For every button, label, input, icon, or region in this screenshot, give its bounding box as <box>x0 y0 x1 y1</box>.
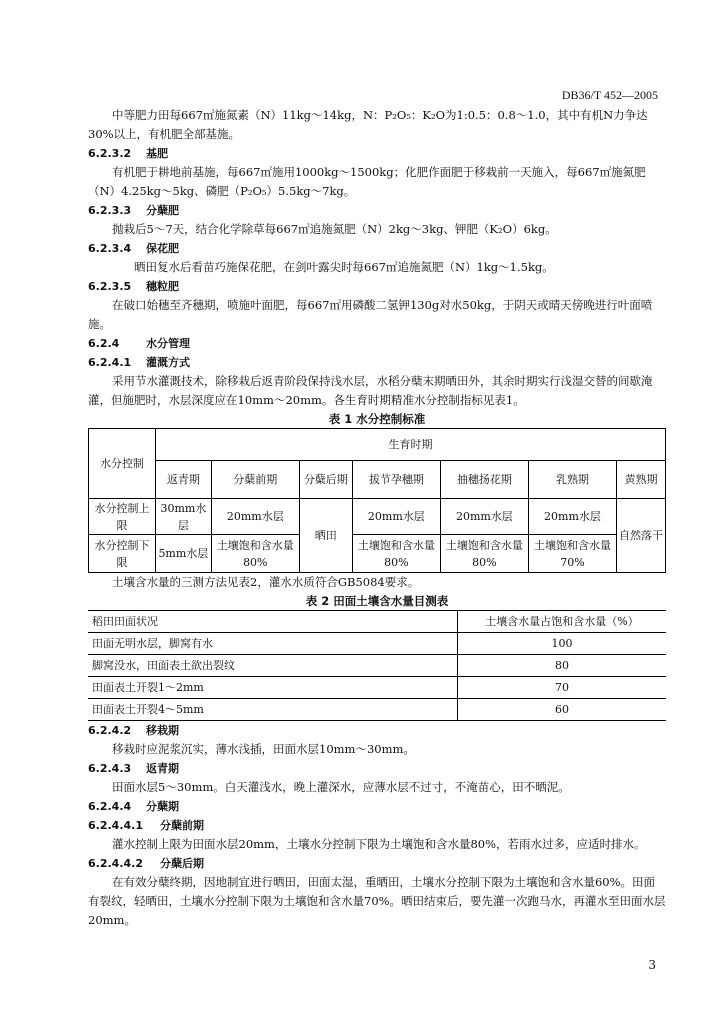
paragraph: 田面水层5～30mm。白天灌浅水，晚上灌深水，应薄水层不过寸，不淹苗心，田不晒泥。 <box>112 780 570 794</box>
paragraph: 抛栽后5～7天，结合化学除草每667㎡追施氮肥（N）2kg～3kg、钾肥（K₂O）6kg。 <box>112 222 557 236</box>
table-header-cell: 乳熟期 <box>528 461 616 499</box>
table-row <box>88 633 666 655</box>
table-row <box>88 655 666 677</box>
water-control-table <box>88 428 666 573</box>
section-heading <box>88 721 666 740</box>
table-cell: 土壤饱和含水量80% <box>352 535 440 573</box>
paragraph: 在有效分蘖终期，因地制宜进行晒田，田面太湿，重晒田，土壤水分控制下限为土壤饱和含水量60%。田面有裂纹，轻晒田，土壤水分控制下限为土壤饱和含水量70%。晒田结束后，要先灌一次跑马水，再灌水至田面水层20mm。 <box>88 875 666 927</box>
section-heading <box>88 201 666 220</box>
table-header-cell: 抽穗扬花期 <box>440 461 528 499</box>
table-caption: 表 1 水分控制标准 <box>328 412 426 426</box>
table-corner-header: 水分控制 <box>89 429 156 499</box>
section-heading <box>88 816 666 835</box>
page-number: 3 <box>648 958 656 972</box>
standard-code: DB36/T 452—2005 <box>561 88 658 102</box>
section-number: 6.2.4.1 <box>88 356 132 369</box>
table-cell: 自然落干 <box>617 499 666 573</box>
section-heading <box>88 854 666 873</box>
soil-moisture-table <box>88 610 666 721</box>
table-cell: 土壤饱和含水量80% <box>211 535 299 573</box>
section-number: 6.2.3.4 <box>88 242 132 255</box>
table-cell: 30mm水层 <box>156 499 212 535</box>
table-cell: 晒田 <box>299 499 352 573</box>
section-title: 水分管理 <box>146 337 190 350</box>
section-number: 6.2.3.3 <box>88 204 132 217</box>
table-cell: 田面表土开裂1～2mm <box>88 677 458 699</box>
section-heading <box>88 334 666 353</box>
section-number: 6.2.4.3 <box>88 762 132 775</box>
table-cell: 20mm水层 <box>352 499 440 535</box>
section-title: 分蘖肥 <box>146 204 179 217</box>
section-heading <box>88 239 666 258</box>
table-header-cell: 土壤含水量占饱和含水量（%） <box>458 611 667 633</box>
table-cell: 土壤饱和含水量70% <box>528 535 616 573</box>
table-cell: 脚窝没水，田面表土欲出裂纹 <box>88 655 458 677</box>
section-title: 基肥 <box>146 147 168 160</box>
section-number: 6.2.4.4.2 <box>88 857 143 870</box>
table-row <box>88 677 666 699</box>
table-caption: 表 2 田面土壤含水量目测表 <box>305 594 449 608</box>
paragraph: 晒田复水后看苗巧施保花肥，在剑叶露尖时每667㎡追施氮肥（N）1kg～1.5kg。 <box>134 260 554 274</box>
section-title: 灌溉方式 <box>146 356 190 369</box>
section-heading <box>88 797 666 816</box>
section-number: 6.2.4.4 <box>88 800 132 813</box>
paragraph: 有机肥于耕地前基施，每667㎡施用1000kg～1500kg；化肥作面肥于移栽前一天施入，每667㎡施氮肥（N）4.25kg～5kg、磷肥（P₂O₅）5.5kg～7kg。 <box>88 165 646 198</box>
table-cell: 20mm水层 <box>440 499 528 535</box>
section-heading <box>88 144 666 163</box>
paragraph: 采用节水灌溉技术，除移栽后返青阶段保持浅水层，水稻分蘖末期晒田外，其余时期实行浅湿交替的间歇淹灌，但施肥时，水层深度应在10mm～20mm。各生育时期精准水分控制指标见表1。 <box>88 374 653 407</box>
table-cell: 5mm水层 <box>156 535 212 573</box>
section-title: 返青期 <box>146 762 179 775</box>
paragraph: 灌水控制上限为田面水层20mm，土壤水分控制下限为土壤饱和含水量80%，若雨水过多，应适时排水。 <box>112 837 646 851</box>
paragraph: 土壤含水量的三测方法见表2，灌水水质符合GB5084要求。 <box>112 575 420 589</box>
section-title: 分蘖前期 <box>160 819 204 832</box>
table-row <box>88 699 666 721</box>
table-cell: 70 <box>458 677 667 699</box>
table-header-cell: 分蘖前期 <box>211 461 299 499</box>
row-label: 水分控制下限 <box>89 535 156 573</box>
section-number: 6.2.3.5 <box>88 280 132 293</box>
section-title: 分蘖后期 <box>160 857 204 870</box>
table-cell: 田面表土开裂4～5mm <box>88 699 458 721</box>
section-title: 保花肥 <box>146 242 179 255</box>
section-number: 6.2.4.2 <box>88 724 132 737</box>
paragraph: 中等肥力田每667㎡施氮素（N）11kg～14kg，N：P₂O₅：K₂O为1:0.5：0.8～1.0，其中有机N力争达30%以上，有机肥全部基施。 <box>88 108 648 141</box>
section-title: 穗粒肥 <box>146 280 179 293</box>
section-heading <box>88 353 666 372</box>
section-number: 6.2.4 <box>88 337 120 350</box>
section-heading <box>88 759 666 778</box>
table-header-cell: 黄熟期 <box>617 461 666 499</box>
section-title: 分蘖期 <box>146 800 179 813</box>
table-cell: 80 <box>458 655 667 677</box>
table-cell: 100 <box>458 633 667 655</box>
table-cell: 20mm水层 <box>528 499 616 535</box>
section-title: 移栽期 <box>146 724 179 737</box>
table-cell: 20mm水层 <box>211 499 299 535</box>
table-header-cell: 返青期 <box>156 461 212 499</box>
section-number: 6.2.4.4.1 <box>88 819 143 832</box>
table-cell: 60 <box>458 699 667 721</box>
table-header-cell: 分蘖后期 <box>299 461 352 499</box>
row-label: 水分控制上限 <box>89 499 156 535</box>
paragraph: 在破口始穗至齐穗期，喷施叶面肥，每667㎡用磷酸二氢钾130g对水50kg，于阴天或晴天傍晚进行叶面喷施。 <box>88 298 653 331</box>
page-content <box>88 106 666 930</box>
table-cell: 田面无明水层，脚窝有水 <box>88 633 458 655</box>
table-group-header: 生育时期 <box>156 429 666 461</box>
section-heading <box>88 277 666 296</box>
paragraph: 移栽时应泥浆沉实，薄水浅插，田面水层10mm～30mm。 <box>112 742 415 756</box>
table-header-cell: 稻田田面状况 <box>88 611 458 633</box>
table-header-cell: 拔节孕穗期 <box>352 461 440 499</box>
table-cell: 土壤饱和含水量80% <box>440 535 528 573</box>
section-number: 6.2.3.2 <box>88 147 132 160</box>
